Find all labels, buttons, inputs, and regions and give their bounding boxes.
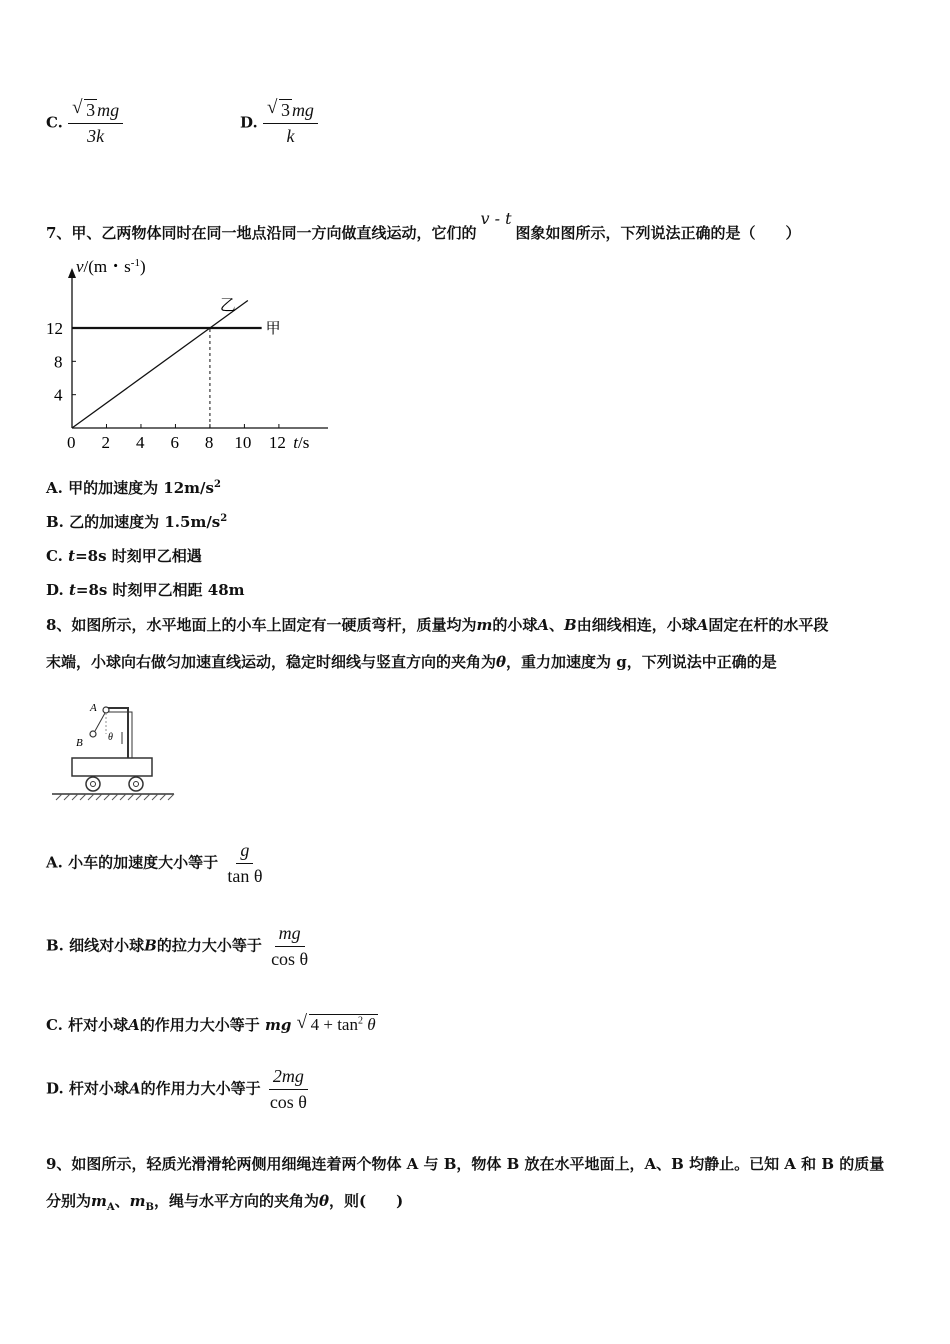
- q6-option-d-fraction: √ 3 mg k: [263, 100, 318, 147]
- q8-option-c-rad-theta: θ: [367, 1015, 376, 1034]
- q9-stem-mA-sub: A: [106, 1202, 115, 1213]
- q8-option-c-text: C. 杆对小球: [46, 1016, 129, 1034]
- q9-stem-text: 分别为: [46, 1192, 92, 1210]
- q8-stem-text: 由细线相连，小球: [576, 616, 697, 634]
- q7-option-d-text: =8s 时刻甲乙相距 48m: [75, 581, 245, 599]
- q6-option-c-num: mg: [97, 100, 120, 120]
- q8-option-b-text: 的拉力大小等于: [156, 936, 262, 955]
- q9-stem-theta: θ: [319, 1192, 330, 1210]
- q8-option-d-num: 2mg: [269, 1066, 308, 1090]
- q8-wheel-left-hub: [91, 782, 96, 787]
- q7-stem-after: 图象如图所示，下列说法正确的是（ ）: [515, 224, 801, 242]
- q8-option-c-mg: mg: [265, 1016, 292, 1034]
- q7-option-a-text: A. 甲的加速度为 12m/s: [46, 479, 214, 497]
- q8-ground-hatch: [56, 794, 174, 800]
- q7-stem-before: 7、甲、乙两物体同时在同一地点沿同一方向做直线运动，它们的: [46, 224, 477, 242]
- q6-option-c-letter: C.: [46, 113, 63, 132]
- q7-option-a: [46, 477, 221, 498]
- q9-stem-line2: [46, 1190, 403, 1213]
- q9-stem-text: ，则( ): [329, 1192, 404, 1210]
- q8-option-b-B: B: [144, 936, 157, 955]
- q9-stem-mB: m: [129, 1192, 146, 1210]
- q8-option-d-fraction: [266, 1066, 311, 1113]
- q8-stem-theta: θ: [496, 653, 507, 671]
- q7-option-c: [46, 545, 202, 566]
- q8-stem-text: ，重力加速度为 g，下列说法中正确的是: [506, 653, 777, 671]
- q8-stem-text: 的小球: [492, 616, 538, 634]
- q8-option-d: [46, 1066, 311, 1113]
- x-tick-label: 10: [234, 433, 252, 452]
- q8-label-A: A: [90, 702, 97, 714]
- q8-option-b-den: cos θ: [271, 949, 309, 969]
- y-tick-label: 8: [54, 352, 63, 372]
- x-axis-label: t/s: [293, 433, 310, 452]
- y-tick-label: 4: [54, 385, 63, 405]
- q8-option-c-text: 的作用力大小等于: [139, 1016, 260, 1034]
- x-tick-label: 4: [135, 433, 145, 452]
- q8-option-b: [46, 923, 312, 970]
- q8-stem-B: B: [564, 616, 577, 634]
- q8-option-a-den: tan θ: [227, 866, 263, 886]
- q8-stem-sep: 、: [548, 616, 564, 634]
- q8-cart-body: [72, 758, 152, 776]
- q7-option-c-var: t: [68, 547, 76, 565]
- x-tick-label: 6: [170, 433, 179, 452]
- q7-option-d-var: t: [68, 581, 76, 599]
- q6-option-c-den: 3k: [87, 126, 105, 146]
- q8-option-c-sqrt: √ $4 + \tan^2 \theta$: [296, 1012, 376, 1034]
- q6-option-c-fraction: √ 3 mg 3k: [68, 100, 123, 147]
- q8-stem-text: 末端，小球向右做匀加速直线运动，稳定时细线与竖直方向的夹角为: [46, 653, 497, 671]
- q9-stem-mA: m: [91, 1192, 107, 1210]
- x-tick-label: 2: [101, 433, 110, 452]
- q6-option-c: [46, 97, 123, 147]
- q8-option-b-fraction: [267, 923, 312, 970]
- series-yi-line: [72, 301, 248, 429]
- q6-option-c-radicand: 3: [86, 100, 96, 120]
- q7-option-c-text: =8s 时刻甲乙相遇: [75, 547, 202, 565]
- q8-label-B: B: [76, 737, 83, 749]
- y-axis-label: v/(m・$s^{-1}$): [76, 257, 146, 276]
- q8-stem-line1: [46, 614, 828, 635]
- q8-option-c-A: A: [128, 1016, 140, 1034]
- x-tick-label: 0: [67, 433, 76, 452]
- q7-stem-symbol: v - t: [480, 209, 512, 228]
- q8-option-d-A: A: [128, 1079, 141, 1098]
- q8-stem-A: A: [696, 616, 709, 634]
- q8-option-c-rad-exp: 2: [357, 1015, 363, 1027]
- q7-option-b-text: B. 乙的加速度为 1.5m/s: [46, 513, 221, 531]
- y-axis-arrow: [68, 268, 76, 278]
- q8-wheel-right: [129, 777, 143, 791]
- q9-stem-sep: 、: [114, 1192, 130, 1210]
- q8-option-d-den: cos θ: [269, 1092, 307, 1112]
- q8-option-c: [46, 1014, 378, 1035]
- q8-ball-A: [103, 707, 109, 713]
- x-tick-label: 12: [268, 433, 286, 452]
- q6-option-d-radicand: 3: [280, 100, 290, 120]
- x-tick-label: 8: [204, 433, 214, 452]
- q7-option-c-letter: C.: [46, 547, 63, 565]
- q8-option-a-fraction: [223, 840, 266, 887]
- q9-stem-text: ，绳与水平方向的夹角为: [154, 1192, 320, 1210]
- q8-option-c-rad: 4 + tan: [310, 1015, 358, 1034]
- q9-stem-mB-sub: B: [145, 1202, 154, 1213]
- q8-option-b-num: mg: [275, 923, 305, 947]
- q8-option-d-text: 的作用力大小等于: [140, 1079, 261, 1098]
- q7-option-d-letter: D.: [46, 581, 64, 599]
- q8-wheel-left: [86, 777, 100, 791]
- q7-option-d: [46, 579, 245, 600]
- series-jia-label: 甲: [265, 321, 281, 337]
- q8-cart-figure: [52, 696, 177, 802]
- q8-option-d-text: D. 杆对小球: [46, 1079, 129, 1098]
- series-yi-label: 乙: [219, 297, 236, 315]
- q8-stem-text: 固定在杆的水平段: [708, 616, 829, 634]
- q6-option-d: [240, 97, 318, 147]
- q6-option-d-den: k: [286, 126, 295, 146]
- q8-option-a-num: g: [236, 840, 253, 864]
- q7-stem: [46, 209, 801, 243]
- q8-option-a-text: A. 小车的加速度大小等于: [46, 853, 219, 872]
- y-tick-label: 12: [46, 319, 63, 338]
- q8-wheel-right-hub: [134, 782, 139, 787]
- q8-ball-B: [90, 731, 96, 737]
- q8-label-theta: θ: [108, 732, 113, 743]
- q7-option-b-exp: 2: [220, 513, 228, 524]
- q8-stem-line2: [46, 651, 777, 672]
- q7-vt-chart: [40, 257, 340, 461]
- q6-option-d-letter: D.: [240, 113, 258, 132]
- q8-option-a: [46, 840, 266, 887]
- q8-stem-A: A: [537, 616, 549, 634]
- q7-chart-plot: [46, 257, 328, 452]
- q8-option-b-text: B. 细线对小球: [46, 936, 145, 955]
- q7-option-b: [46, 511, 227, 532]
- q8-thread: [95, 713, 105, 731]
- q8-stem-m: m: [476, 616, 493, 634]
- q6-option-d-num: mg: [291, 100, 314, 120]
- q8-stem-text: 8、如图所示，水平地面上的小车上固定有一硬质弯杆，质量均为: [46, 616, 477, 634]
- q9-stem-line1: 9、如图所示，轻质光滑滑轮两侧用细绳连着两个物体 A 与 B，物体 B 放在水平地面上，A、B 均静止。已知 A 和 B 的质量: [46, 1155, 885, 1173]
- q7-option-a-exp: 2: [213, 479, 221, 490]
